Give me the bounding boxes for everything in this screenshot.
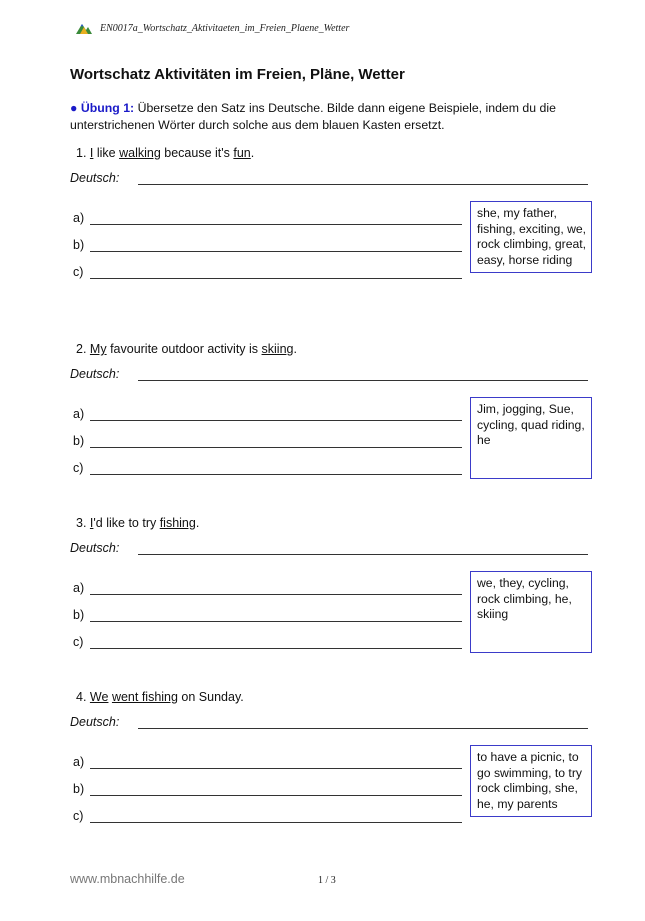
exercise-1 [70, 146, 590, 326]
underlined-word: went fishing [111, 690, 178, 704]
answer-line-c[interactable] [90, 648, 462, 649]
answer-label-a: a) [73, 755, 85, 769]
exercise-number: 4. [76, 690, 87, 704]
answer-line-c[interactable] [90, 278, 462, 279]
underlined-word: fun [233, 146, 251, 160]
exercise-2 [70, 342, 590, 522]
word-box: Jim, jogging, Sue, cycling, quad riding, he [470, 397, 592, 479]
answer-label-c: c) [73, 809, 84, 823]
exercise-3 [70, 516, 590, 696]
answer-line-b[interactable] [90, 621, 462, 622]
answer-line-a[interactable] [90, 224, 462, 225]
underlined-word: I [89, 146, 94, 160]
answer-label-c: c) [73, 461, 84, 475]
underlined-word: My [89, 342, 107, 356]
answer-label-a: a) [73, 581, 85, 595]
answer-line-b[interactable] [90, 795, 462, 796]
answer-label-b: b) [73, 782, 85, 796]
exercise-sentence: 3. I'd like to try fishing. [76, 516, 200, 530]
underlined-word: We [89, 690, 109, 704]
answer-line-c[interactable] [90, 474, 462, 475]
answer-label-c: c) [73, 265, 84, 279]
exercise-sentence: 2. My favourite outdoor activity is skiing. [76, 342, 297, 356]
answer-line-c[interactable] [90, 822, 462, 823]
deutsch-answer-line[interactable] [138, 554, 588, 555]
answer-label-b: b) [73, 434, 85, 448]
answer-label-a: a) [73, 407, 85, 421]
word-box: to have a picnic, to go swimming, to try rock climbing, she, he, my parents [470, 745, 592, 817]
deutsch-answer-line[interactable] [138, 728, 588, 729]
exercise-number: 3. [76, 516, 87, 530]
word-box: she, my father, fishing, exciting, we, rock climbing, great, easy, horse riding [470, 201, 592, 273]
deutsch-label: Deutsch: [70, 715, 120, 729]
answer-line-b[interactable] [90, 447, 462, 448]
deutsch-label: Deutsch: [70, 367, 120, 381]
document-id: EN0017a_Wortschatz_Aktivitaeten_im_Freien_Plaene_Wetter [100, 22, 350, 34]
task-instructions [70, 100, 590, 134]
footer-website: www.mbnachhilfe.de [70, 872, 185, 886]
deutsch-answer-line[interactable] [138, 380, 588, 381]
answer-label-b: b) [73, 238, 85, 252]
underlined-word: skiing [261, 342, 294, 356]
deutsch-label: Deutsch: [70, 171, 120, 185]
underlined-word: fishing [159, 516, 196, 530]
answer-line-a[interactable] [90, 420, 462, 421]
page-title: Wortschatz Aktivitäten im Freien, Pläne, Wetter [70, 66, 405, 83]
bullet-icon: ● [70, 101, 78, 115]
answer-line-b[interactable] [90, 251, 462, 252]
task-text: Übersetze den Satz ins Deutsche. Bilde dann eigene Beispiele, indem du die unterstrichenen Wörter durch solche aus dem blauen Kasten ersetzt. [70, 101, 556, 132]
mountain-logo-icon [76, 22, 92, 34]
answer-label-b: b) [73, 608, 85, 622]
deutsch-label: Deutsch: [70, 541, 120, 555]
answer-line-a[interactable] [90, 594, 462, 595]
exercise-4 [70, 690, 590, 870]
exercise-number: 1. [76, 146, 87, 160]
task-label: Übung 1: [80, 101, 135, 115]
exercise-sentence: 4. We went fishing on Sunday. [76, 690, 244, 704]
page-header [76, 22, 349, 34]
answer-label-c: c) [73, 635, 84, 649]
page-number: 1 / 3 [318, 875, 336, 886]
exercise-sentence: 1. I like walking because it's fun. [76, 146, 255, 160]
exercise-number: 2. [76, 342, 87, 356]
underlined-word: I [89, 516, 94, 530]
answer-line-a[interactable] [90, 768, 462, 769]
word-box: we, they, cycling, rock climbing, he, skiing [470, 571, 592, 653]
deutsch-answer-line[interactable] [138, 184, 588, 185]
answer-label-a: a) [73, 211, 85, 225]
underlined-word: walking [119, 146, 161, 160]
